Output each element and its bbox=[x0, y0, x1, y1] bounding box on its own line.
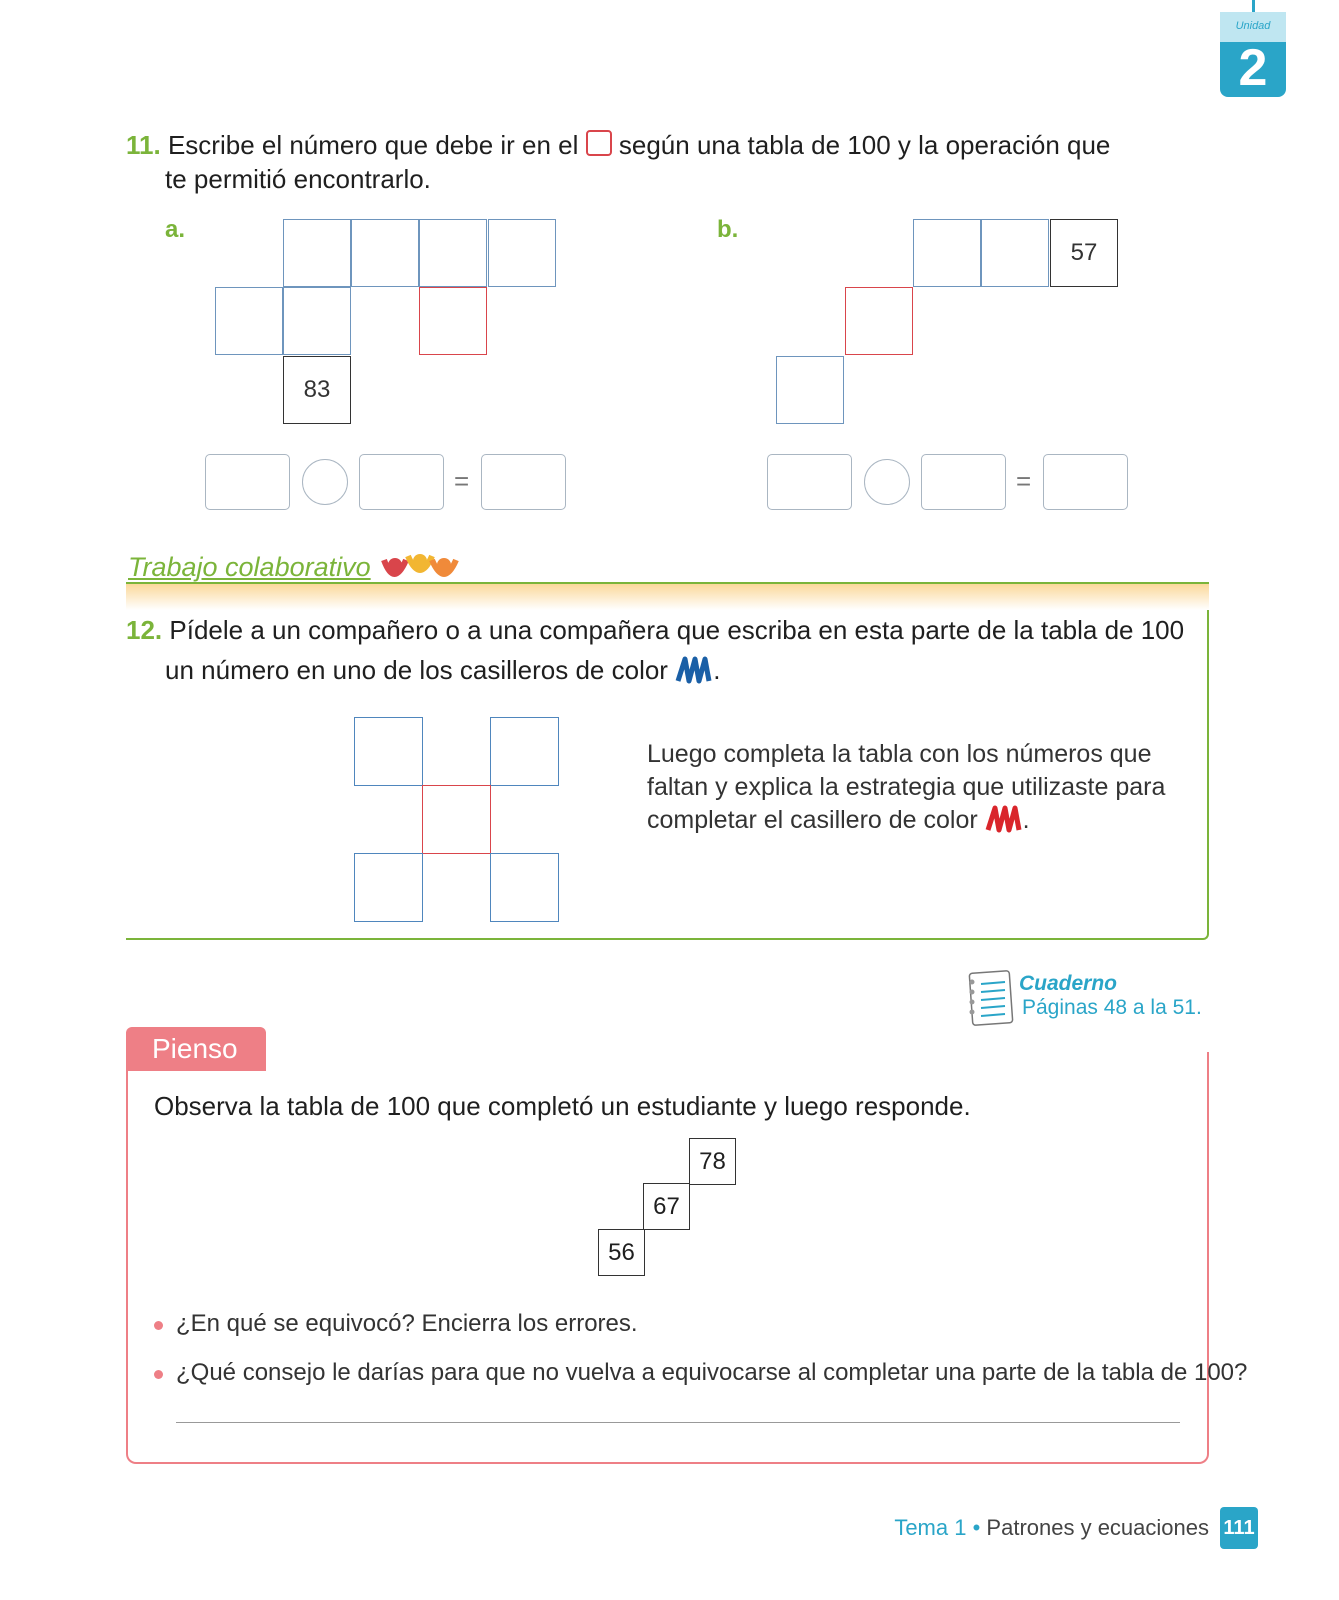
operand-box[interactable] bbox=[359, 454, 444, 510]
footer-topic: Patrones y ecuaciones bbox=[986, 1515, 1209, 1540]
given-cell: 57 bbox=[1050, 219, 1118, 287]
pienso-question-1: ¿En qué se equivocó? Encierra los errores. bbox=[176, 1310, 638, 1337]
q11-text-part2: según una tabla de 100 y la operación que bbox=[618, 130, 1111, 160]
bullet-dot bbox=[154, 1370, 163, 1379]
q12-line1 bbox=[126, 613, 1184, 647]
q11-line2: te permitió encontrarlo. bbox=[165, 164, 431, 194]
student-cell: 67 bbox=[643, 1183, 690, 1230]
q12-line2-text: un número en uno de los casilleros de color bbox=[165, 655, 668, 685]
answer-line[interactable] bbox=[176, 1422, 1180, 1423]
q11-line1 bbox=[126, 128, 1110, 162]
grid-cell[interactable] bbox=[490, 717, 559, 786]
grid-cell[interactable] bbox=[488, 219, 556, 287]
unit-number: 2 bbox=[1238, 39, 1268, 97]
unit-label: Unidad bbox=[1235, 20, 1271, 32]
grid-cell[interactable] bbox=[283, 219, 351, 287]
operand-box[interactable] bbox=[205, 454, 290, 510]
target-cell[interactable] bbox=[422, 785, 491, 854]
pienso-tab: Pienso bbox=[126, 1027, 266, 1071]
operator-circle[interactable] bbox=[864, 459, 910, 505]
grid-cell[interactable] bbox=[490, 853, 559, 922]
footer-sep: • bbox=[972, 1515, 981, 1540]
cuaderno-pages: Páginas 48 a la 51. bbox=[1022, 996, 1202, 1019]
equals-sign: = bbox=[454, 466, 470, 496]
group-icon bbox=[380, 548, 460, 584]
notebook-icon bbox=[965, 968, 1017, 1028]
red-box-icon bbox=[586, 130, 612, 156]
q12-line2-end: . bbox=[713, 655, 721, 685]
bullet-dot bbox=[154, 1321, 163, 1330]
footer bbox=[894, 1515, 1209, 1541]
grid-cell[interactable] bbox=[351, 219, 419, 287]
grid-cell[interactable] bbox=[283, 287, 351, 355]
pienso-question-2: ¿Qué consejo le darías para que no vuelva a equivocarse al completar una parte de la tabla de 100? bbox=[176, 1359, 1248, 1386]
trabajo-title-text: Trabajo colaborativo bbox=[128, 552, 371, 582]
grid-cell[interactable] bbox=[354, 853, 423, 922]
trabajo-band bbox=[126, 582, 1209, 610]
q11-number: 11. bbox=[126, 130, 161, 160]
q12-para-line3 bbox=[647, 804, 1165, 837]
cuaderno-title: Cuaderno bbox=[1019, 972, 1118, 995]
grid-cell[interactable] bbox=[981, 219, 1049, 287]
result-box[interactable] bbox=[1043, 454, 1128, 510]
grid-cell[interactable] bbox=[913, 219, 981, 287]
q11a-label: a. bbox=[165, 216, 186, 243]
q12-line1-text: Pídele a un compañero o a una compañera que escriba en esta parte de la tabla de 100 bbox=[169, 615, 1185, 645]
blue-scribble-icon bbox=[675, 655, 713, 685]
grid-cell[interactable] bbox=[419, 219, 487, 287]
trabajo-title bbox=[128, 552, 371, 583]
q12-para-end: . bbox=[1022, 806, 1030, 834]
pienso-intro: Observa la tabla de 100 que completó un estudiante y luego responde. bbox=[154, 1091, 971, 1121]
grid-cell[interactable] bbox=[354, 717, 423, 786]
page-number: 111 bbox=[1220, 1507, 1258, 1549]
q12-para-line3-text: completar el casillero de color bbox=[647, 806, 978, 834]
target-cell[interactable] bbox=[845, 287, 913, 355]
q12-line2 bbox=[165, 653, 720, 687]
unit-tab bbox=[1220, 12, 1286, 97]
q11-text-part1: Escribe el número que debe ir en el bbox=[167, 130, 579, 160]
grid-cell[interactable] bbox=[215, 287, 283, 355]
red-scribble-icon bbox=[985, 804, 1023, 834]
student-cell: 78 bbox=[689, 1138, 736, 1185]
equals-sign: = bbox=[1016, 466, 1032, 496]
target-cell[interactable] bbox=[419, 287, 487, 355]
result-box[interactable] bbox=[481, 454, 566, 510]
student-cell: 56 bbox=[598, 1229, 645, 1276]
q11b-label: b. bbox=[717, 216, 739, 243]
given-cell: 83 bbox=[283, 356, 351, 424]
q12-para-line1: Luego completa la tabla con los números que bbox=[647, 740, 1152, 768]
grid-cell[interactable] bbox=[776, 356, 844, 424]
footer-tema: Tema 1 bbox=[894, 1515, 967, 1540]
operator-circle[interactable] bbox=[302, 459, 348, 505]
operand-box[interactable] bbox=[921, 454, 1006, 510]
operand-box[interactable] bbox=[767, 454, 852, 510]
q12-para-line2: faltan y explica la estrategia que utilizaste para bbox=[647, 773, 1166, 801]
q12-number: 12. bbox=[126, 615, 163, 645]
q12-paragraph bbox=[647, 738, 1165, 837]
